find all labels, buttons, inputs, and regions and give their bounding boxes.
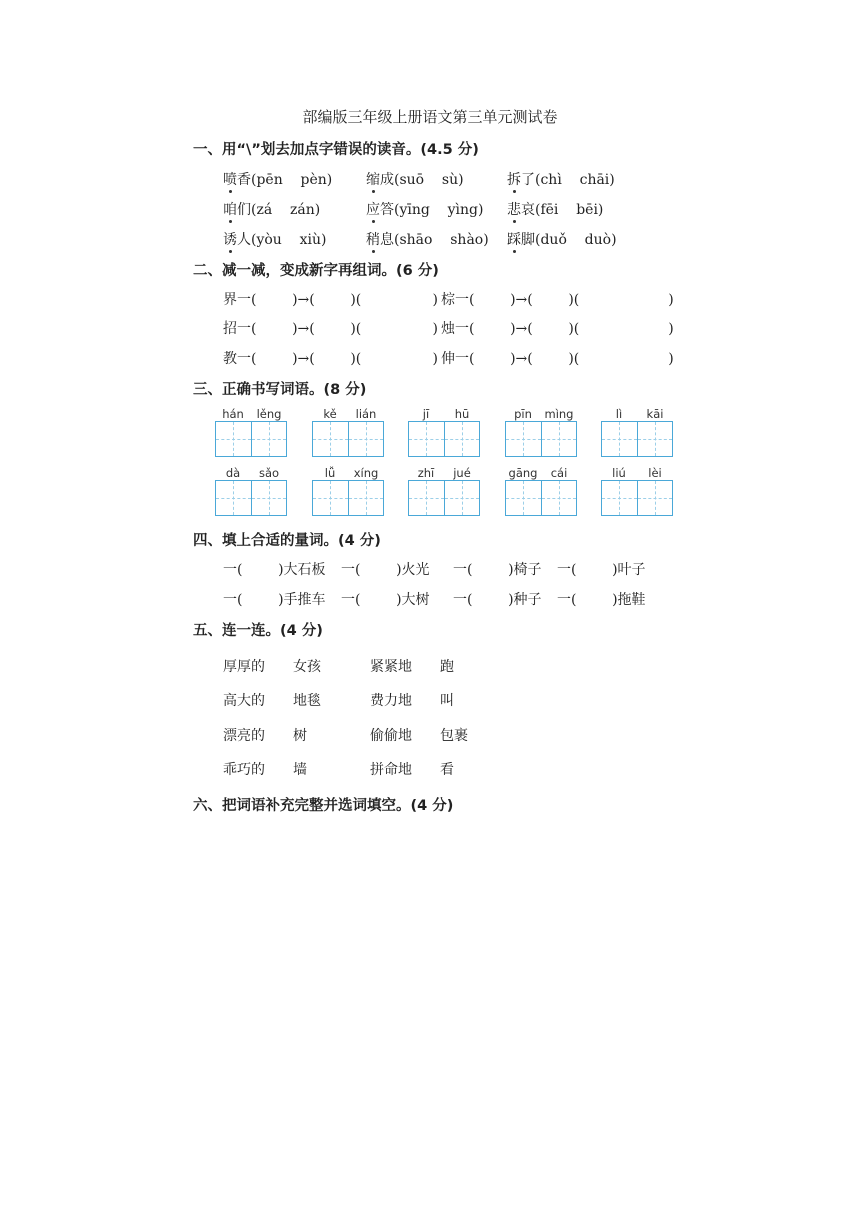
writing-cell[interactable] — [445, 481, 480, 515]
writing-grid[interactable] — [505, 480, 577, 516]
pinyin-label: dà — [225, 466, 241, 480]
writing-grid[interactable] — [601, 480, 673, 516]
writing-cell[interactable] — [542, 481, 577, 515]
dotted-character: 诱 — [223, 229, 237, 249]
page-title: 部编版三年级上册语文第三单元测试卷 — [302, 108, 558, 126]
writing-grid[interactable] — [408, 421, 480, 457]
match-word[interactable]: 拼命地 — [370, 762, 412, 778]
pronunciation-item — [223, 229, 326, 249]
pinyin-label: lèi — [648, 466, 662, 480]
writing-grid[interactable] — [312, 421, 384, 457]
pinyin-label: cái — [550, 466, 568, 480]
dotted-character: 缩 — [366, 169, 380, 189]
writing-cell[interactable] — [409, 422, 445, 456]
subtract-item: 界一( )→( )( ) — [223, 292, 438, 308]
pinyin-label: kě — [323, 407, 337, 421]
measure-word-item: 一( )叶子 — [557, 562, 646, 578]
section-6-heading: 六、把词语补充完整并选词填空。(4 分) — [193, 798, 454, 814]
writing-cell[interactable] — [409, 481, 445, 515]
dotted-character: 稍 — [366, 229, 380, 249]
match-word[interactable]: 女孩 — [293, 659, 321, 675]
pronunciation-options: 们(zá zán) — [237, 202, 321, 218]
subtract-item: 伸一( )→( )( ) — [441, 351, 674, 367]
pinyin-label: lǚ — [324, 466, 336, 480]
match-word[interactable]: 漂亮的 — [223, 728, 265, 744]
writing-grid[interactable] — [505, 421, 577, 457]
match-word[interactable]: 叫 — [440, 693, 454, 709]
pronunciation-item — [223, 199, 320, 219]
measure-word-item: 一( )大石板 — [223, 562, 326, 578]
subtract-item: 棕一( )→( )( ) — [441, 292, 674, 308]
pinyin-label: lián — [355, 407, 377, 421]
match-word[interactable]: 厚厚的 — [223, 659, 265, 675]
writing-cell[interactable] — [602, 422, 638, 456]
measure-word-item: 一( )种子 — [453, 592, 542, 608]
pinyin-label: xíng — [353, 466, 379, 480]
match-word[interactable]: 紧紧地 — [370, 659, 412, 675]
pronunciation-item — [507, 229, 617, 249]
pronunciation-options: 息(shāo shào) — [380, 232, 489, 248]
match-word[interactable]: 跑 — [440, 659, 454, 675]
match-word[interactable]: 乖巧的 — [223, 762, 265, 778]
writing-cell[interactable] — [349, 481, 384, 515]
pronunciation-options: 哀(fēi bēi) — [521, 202, 604, 218]
pronunciation-item — [223, 169, 332, 189]
section-1-heading: 一、用“\”划去加点字错误的读音。(4.5 分) — [193, 142, 479, 158]
writing-grid[interactable] — [312, 480, 384, 516]
pronunciation-item — [366, 169, 464, 189]
dotted-character: 喷 — [223, 169, 237, 189]
writing-cell[interactable] — [506, 422, 542, 456]
section-4-heading: 四、填上合适的量词。(4 分) — [193, 533, 381, 549]
pronunciation-item — [366, 229, 489, 249]
pinyin-label: zhī — [417, 466, 435, 480]
dotted-character: 应 — [366, 199, 380, 219]
subtract-item: 烛一( )→( )( ) — [441, 321, 674, 337]
writing-grid[interactable] — [215, 480, 287, 516]
writing-cell[interactable] — [542, 422, 577, 456]
pinyin-label: hán — [222, 407, 244, 421]
match-word[interactable]: 看 — [440, 762, 454, 778]
dotted-character: 拆 — [507, 169, 521, 189]
pronunciation-options: 了(chì chāi) — [521, 172, 615, 188]
writing-grid[interactable] — [601, 421, 673, 457]
writing-cell[interactable] — [445, 422, 480, 456]
pronunciation-item — [507, 169, 615, 189]
pronunciation-options: 人(yòu xiù) — [237, 232, 327, 248]
writing-cell[interactable] — [638, 422, 673, 456]
pronunciation-options: 成(suō sù) — [380, 172, 464, 188]
section-5-heading: 五、连一连。(4 分) — [193, 623, 323, 639]
match-word[interactable]: 墙 — [293, 762, 307, 778]
match-word[interactable]: 包裹 — [440, 728, 468, 744]
writing-cell[interactable] — [252, 422, 287, 456]
pinyin-label: lěng — [256, 407, 282, 421]
section-2-heading: 二、减一减，变成新字再组词。(6 分) — [193, 263, 439, 279]
pronunciation-item — [366, 199, 483, 219]
writing-cell[interactable] — [602, 481, 638, 515]
writing-cell[interactable] — [313, 481, 349, 515]
writing-cell[interactable] — [349, 422, 384, 456]
pronunciation-item — [507, 199, 603, 219]
dotted-character: 踩 — [507, 229, 521, 249]
pinyin-label: hū — [454, 407, 470, 421]
pronunciation-options: 答(yīng yìng) — [380, 202, 484, 218]
writing-cell[interactable] — [252, 481, 287, 515]
dotted-character: 咱 — [223, 199, 237, 219]
writing-cell[interactable] — [638, 481, 673, 515]
pinyin-label: jī — [422, 407, 430, 421]
measure-word-item: 一( )椅子 — [453, 562, 542, 578]
writing-cell[interactable] — [216, 422, 252, 456]
subtract-item: 教一( )→( )( ) — [223, 351, 438, 367]
measure-word-item: 一( )手推车 — [223, 592, 326, 608]
match-word[interactable]: 高大的 — [223, 693, 265, 709]
pinyin-label: jué — [453, 466, 471, 480]
pronunciation-options: 香(pēn pèn) — [237, 172, 333, 188]
pinyin-label: sǎo — [258, 466, 280, 480]
dotted-character: 悲 — [507, 199, 521, 219]
pinyin-label: liú — [612, 466, 626, 480]
measure-word-item: 一( )拖鞋 — [557, 592, 646, 608]
writing-grid[interactable] — [215, 421, 287, 457]
measure-word-item: 一( )火光 — [341, 562, 430, 578]
section-3-heading: 三、正确书写词语。(8 分) — [193, 382, 367, 398]
pinyin-label: gāng — [508, 466, 538, 480]
match-word[interactable]: 地毯 — [293, 693, 321, 709]
writing-cell[interactable] — [506, 481, 542, 515]
writing-grid[interactable] — [408, 480, 480, 516]
writing-cell[interactable] — [313, 422, 349, 456]
pinyin-label: kāi — [646, 407, 664, 421]
match-word[interactable]: 费力地 — [370, 693, 412, 709]
subtract-item: 招一( )→( )( ) — [223, 321, 438, 337]
pinyin-label: lì — [615, 407, 623, 421]
pronunciation-options: 脚(duǒ duò) — [521, 232, 617, 248]
pinyin-label: mìng — [544, 407, 574, 421]
pinyin-label: pīn — [514, 407, 532, 421]
measure-word-item: 一( )大树 — [341, 592, 430, 608]
writing-cell[interactable] — [216, 481, 252, 515]
match-word[interactable]: 树 — [293, 728, 307, 744]
match-word[interactable]: 偷偷地 — [370, 728, 412, 744]
